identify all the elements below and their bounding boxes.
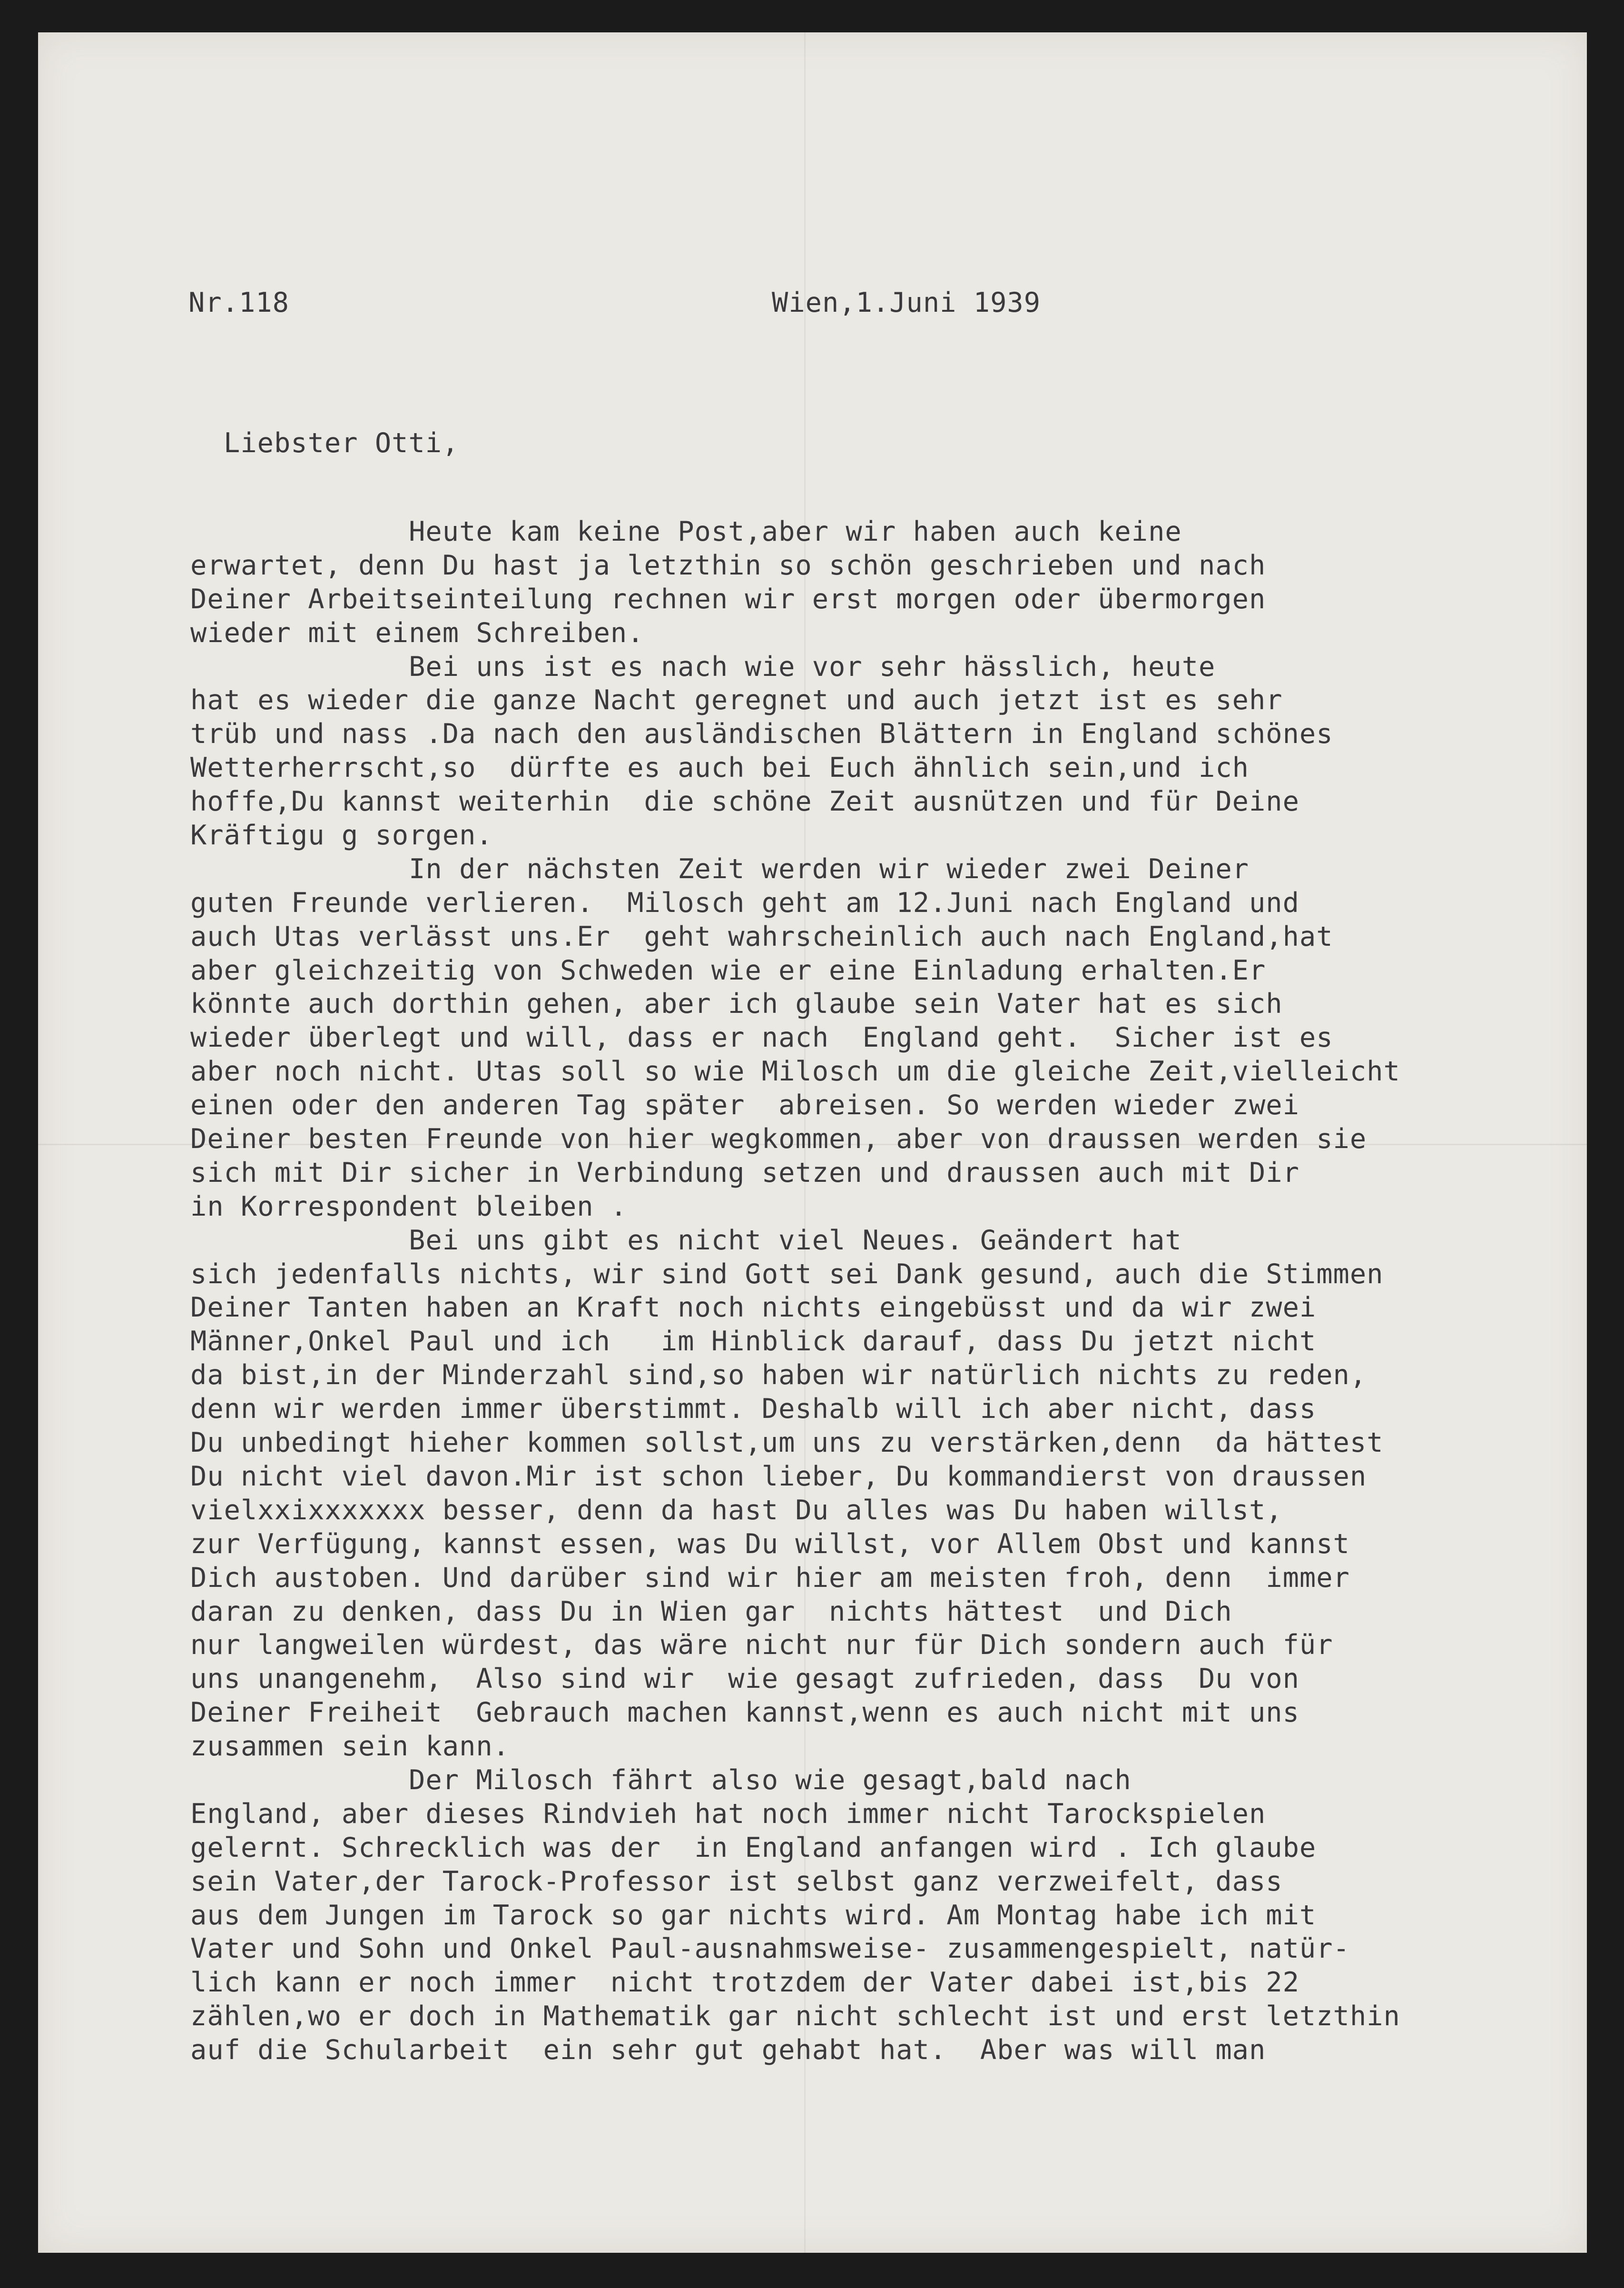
letter-line: hat es wieder die ganze Nacht geregnet und auch jetzt ist es sehr (190, 684, 1283, 716)
letter-line: zur Verfügung, kannst essen, was Du willst, vor Allem Obst und kannst (190, 1528, 1350, 1560)
letter-line: Du nicht viel davon.Mir ist schon lieber, Du kommandierst von draussen (190, 1460, 1367, 1492)
letter-line: da bist,in der Minderzahl sind,so haben wir natürlich nichts zu reden, (190, 1359, 1367, 1391)
letter-line: daran zu denken, dass Du in Wien gar nichts hättest und Dich (190, 1595, 1232, 1627)
letter-place-date: Wien,1.Juni 1939 (772, 287, 1041, 318)
letter-line: gelernt. Schrecklich was der in England anfangen wird . Ich glaube (190, 1832, 1317, 1863)
letter-line: auf die Schularbeit ein sehr gut gehabt hat. Aber was will man (190, 2034, 1266, 2066)
letter-line: Deiner Freiheit Gebrauch machen kannst,wenn es auch nicht mit uns (190, 1697, 1299, 1729)
letter-salutation: Liebster Otti, (224, 427, 459, 459)
letter-line: auch Utas verlässt uns.Er geht wahrscheinlich auch nach England,hat (190, 921, 1333, 952)
letter-line: guten Freunde verlieren. Milosch geht am 12.Juni nach England und (190, 887, 1299, 919)
letter-line: aus dem Jungen im Tarock so gar nichts wird. Am Montag habe ich mit (190, 1899, 1317, 1931)
letter-line: aber noch nicht. Utas soll so wie Milosch um die gleiche Zeit,vielleicht (190, 1056, 1400, 1088)
letter-line: sich mit Dir sicher in Verbindung setzen und draussen auch mit Dir (190, 1157, 1299, 1189)
letter-line: trüb und nass .Da nach den ausländischen Blättern in England schönes (190, 718, 1333, 750)
letter-line: Bei uns gibt es nicht viel Neues. Geändert hat (190, 1224, 1182, 1256)
letter-line: In der nächsten Zeit werden wir wieder zwei Deiner (190, 853, 1249, 885)
letter-line: Heute kam keine Post,aber wir haben auch keine (190, 516, 1182, 547)
letter-line: Der Milosch fährt also wie gesagt,bald nach (190, 1764, 1132, 1796)
letter-line: aber gleichzeitig von Schweden wie er eine Einladung erhalten.Er (190, 954, 1266, 986)
letter-line: England, aber dieses Rindvieh hat noch immer nicht Tarockspielen (190, 1798, 1266, 1830)
letter-line: einen oder den anderen Tag später abreisen. So werden wieder zwei (190, 1090, 1299, 1121)
letter-line: könnte auch dorthin gehen, aber ich glaube sein Vater hat es sich (190, 988, 1283, 1020)
letter-line: uns unangenehm, Also sind wir wie gesagt zufrieden, dass Du von (190, 1663, 1299, 1695)
letter-number: Nr.118 (188, 287, 289, 318)
letter-line: Männer,Onkel Paul und ich im Hinblick darauf, dass Du jetzt nicht (190, 1326, 1317, 1357)
letter-line: Deiner besten Freunde von hier wegkommen, aber von draussen werden sie (190, 1123, 1367, 1155)
letter-line: wieder mit einem Schreiben. (190, 617, 644, 649)
letter-line: Du unbedingt hieher kommen sollst,um uns zu verstärken,denn da hättest (190, 1427, 1384, 1459)
letter-line: Dich austoben. Und darüber sind wir hier am meisten froh, denn immer (190, 1562, 1350, 1594)
letter-line: erwartet, denn Du hast ja letzthin so schön geschrieben und nach (190, 549, 1266, 581)
letter-line: denn wir werden immer überstimmt. Deshalb will ich aber nicht, dass (190, 1393, 1317, 1425)
letter-line: zählen,wo er doch in Mathematik gar nicht schlecht ist und erst letzthin (190, 2001, 1400, 2032)
letter-line: nur langweilen würdest, das wäre nicht nur für Dich sondern auch für (190, 1629, 1333, 1661)
letter-line: vielxxixxxxxxx besser, denn da hast Du alles was Du haben willst, (190, 1494, 1283, 1526)
letter-line: Bei uns ist es nach wie vor sehr hässlich, heute (190, 651, 1216, 683)
letter-body (190, 515, 1400, 2067)
letter-line: in Korrespondent bleiben . (190, 1190, 628, 1222)
letter-line: sein Vater,der Tarock-Professor ist selbst ganz verzweifelt, dass (190, 1865, 1283, 1897)
letter-line: sich jedenfalls nichts, wir sind Gott sei Dank gesund, auch die Stimmen (190, 1258, 1384, 1290)
letter-line: Deiner Tanten haben an Kraft noch nichts eingebüsst und da wir zwei (190, 1292, 1317, 1324)
letter-line: Deiner Arbeitseinteilung rechnen wir erst morgen oder übermorgen (190, 583, 1266, 615)
letter-line: lich kann er noch immer nicht trotzdem der Vater dabei ist,bis 22 (190, 1967, 1299, 1999)
letter-line: Vater und Sohn und Onkel Paul-ausnahmsweise- zusammengespielt, natür- (190, 1933, 1350, 1965)
letter-line: zusammen sein kann. (190, 1731, 510, 1763)
letter-line: hoffe,Du kannst weiterhin die schöne Zeit ausnützen und für Deine (190, 786, 1299, 818)
letter-line: Kräftigu g sorgen. (190, 820, 493, 852)
letter-line: wieder überlegt und will, dass er nach England geht. Sicher ist es (190, 1022, 1333, 1054)
letter-line: Wetterherrscht,so dürfte es auch bei Euch ähnlich sein,und ich (190, 752, 1249, 784)
